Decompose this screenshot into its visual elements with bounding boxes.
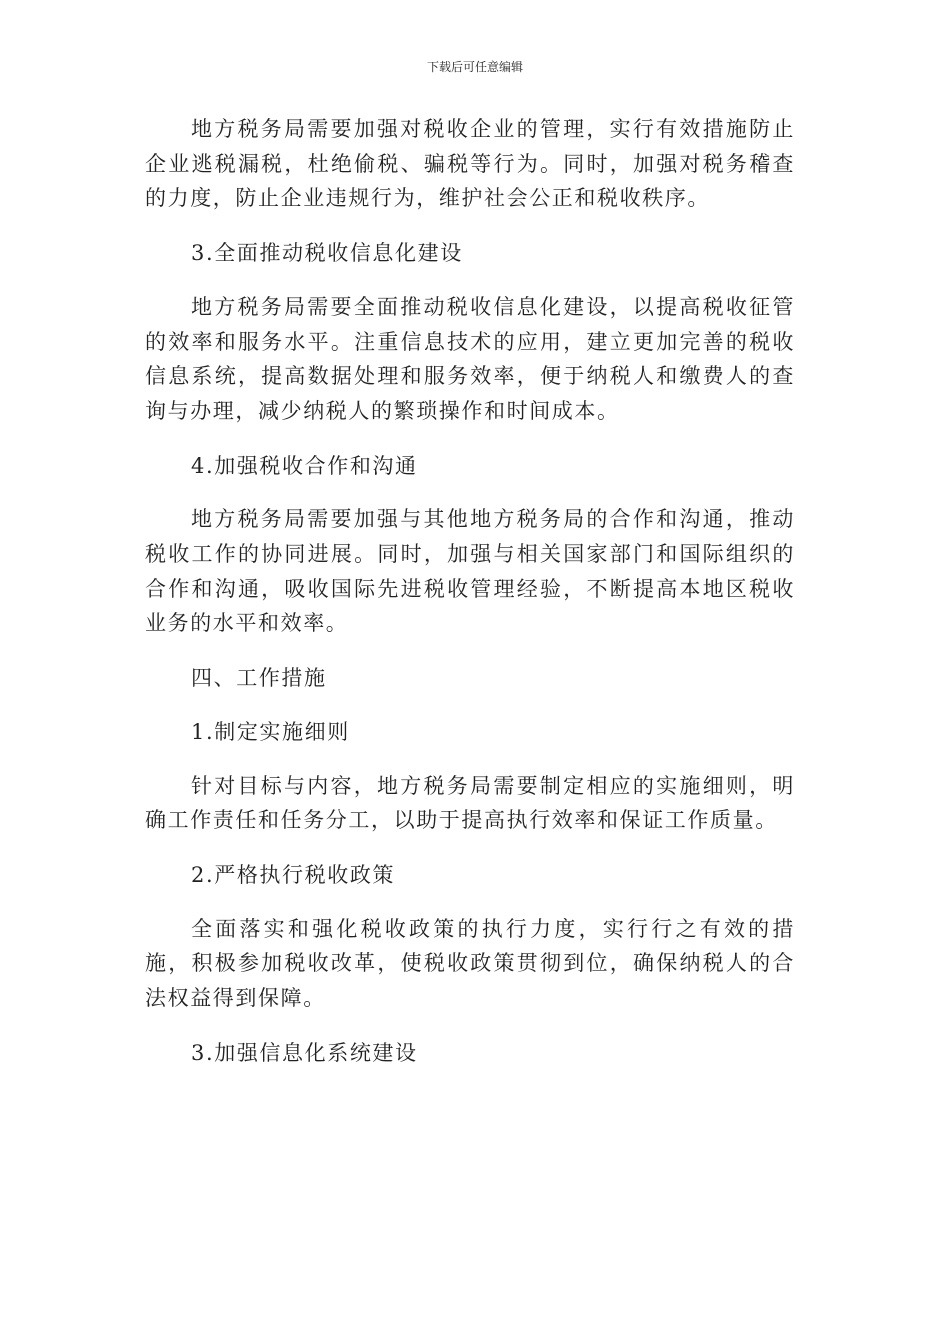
section-heading-tax-policy: 2.严格执行税收政策 bbox=[191, 862, 396, 887]
section-heading-information-system: 3.加强信息化系统建设 bbox=[191, 1040, 418, 1065]
paragraph-cooperation: 地方税务局需要加强与其他地方税务局的合作和沟通，推动税收工作的协同进展。同时，加强与相关国家部门和国际组织的合作和沟通，吸收国际先进税收管理经验，不断提高本地区税收业务的水平和效率。 bbox=[145, 507, 795, 636]
paragraph-tax-informatization: 地方税务局需要全面推动税收信息化建设，以提高税收征管的效率和服务水平。注重信息技术的应用，建立更加完善的税收信息系统，提高数据处理和服务效率，便于纳税人和缴费人的查询与办理，减少纳税人的繁琐操作和时间成本。 bbox=[145, 294, 795, 423]
section-heading-cooperation: 4.加强税收合作和沟通 bbox=[191, 453, 418, 478]
page-header: 下载后可任意编辑 bbox=[426, 60, 523, 74]
document-body bbox=[145, 112, 795, 1089]
paragraph-tax-policy: 全面落实和强化税收政策的执行力度，实行行之有效的措施，积极参加税收改革，使税收政策贯彻到位，确保纳税人的合法权益得到保障。 bbox=[145, 916, 795, 1011]
paragraph-enterprise-management: 地方税务局需要加强对税收企业的管理，实行有效措施防止企业逃税漏税，杜绝偷税、骗税等行为。同时，加强对税务稽查的力度，防止企业违规行为，维护社会公正和税收秩序。 bbox=[145, 117, 795, 211]
paragraph-implementation-rules: 针对目标与内容，地方税务局需要制定相应的实施细则，明确工作责任和任务分工，以助于提高执行效率和保证工作质量。 bbox=[145, 773, 795, 833]
section-heading-implementation-rules: 1.制定实施细则 bbox=[191, 719, 350, 744]
section-heading-tax-informatization: 3.全面推动税收信息化建设 bbox=[191, 241, 463, 266]
chapter-heading-work-measures: 四、工作措施 bbox=[191, 666, 327, 691]
